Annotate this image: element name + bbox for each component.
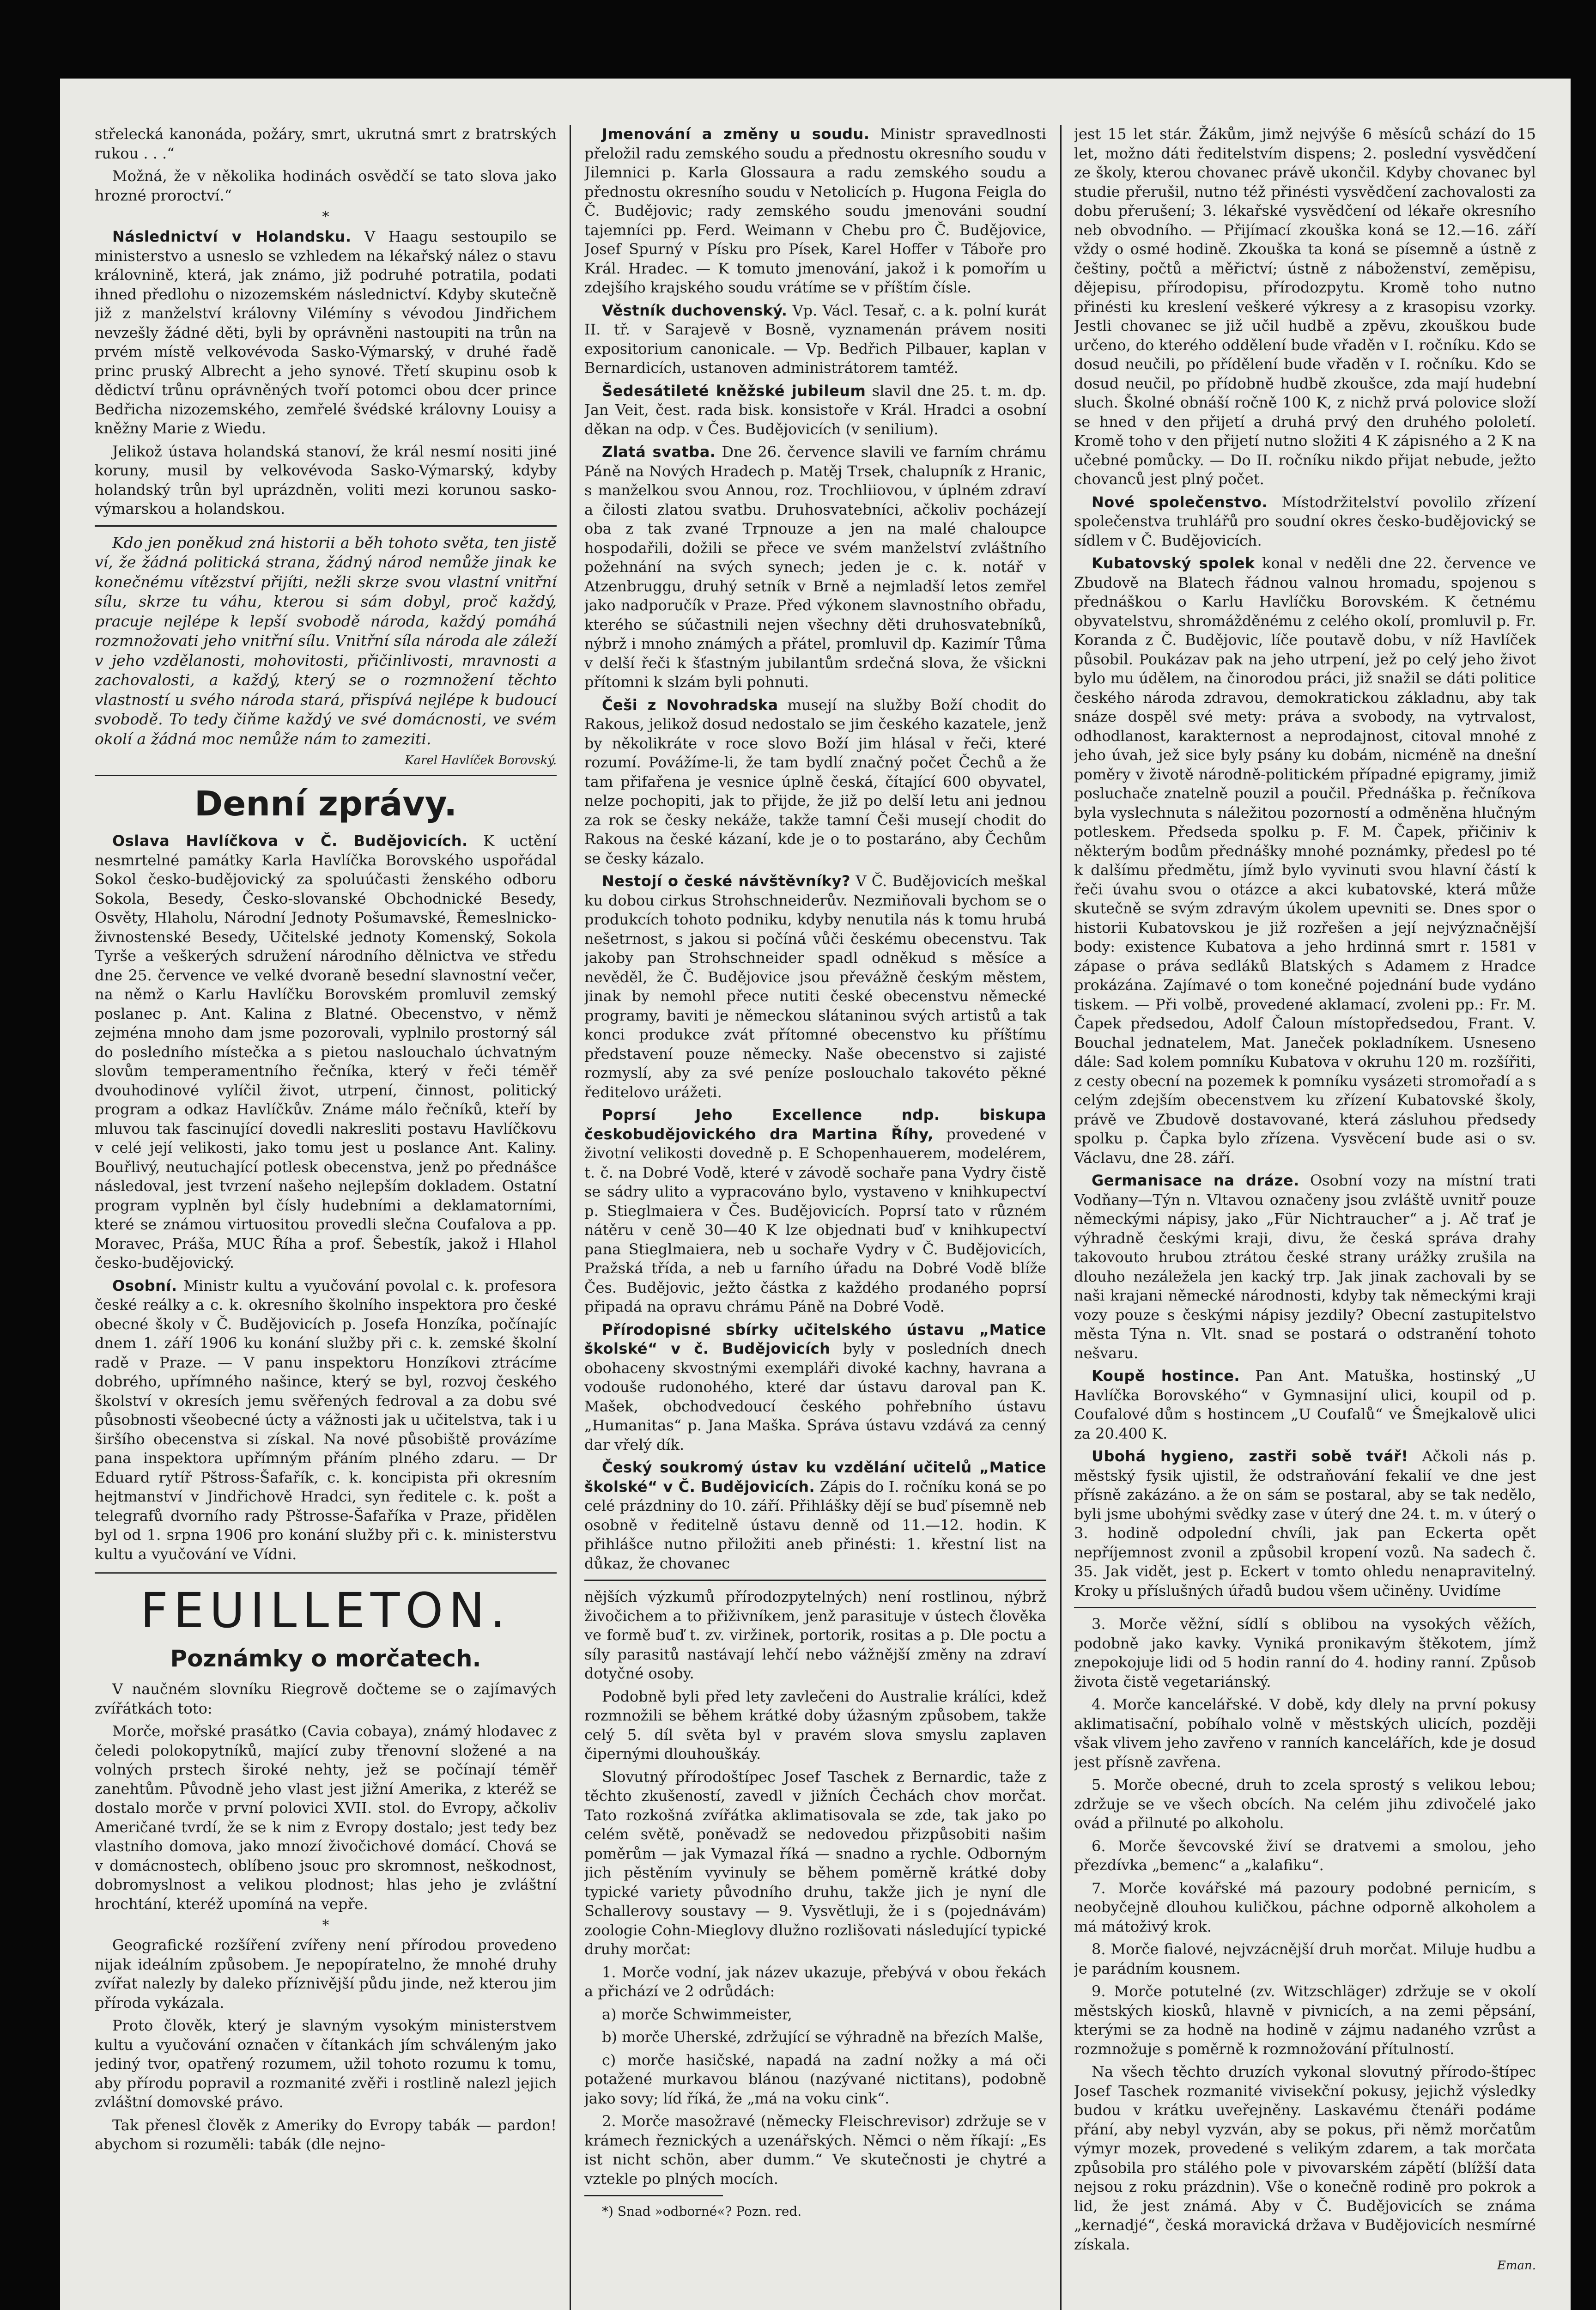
news-item	[1074, 1367, 1536, 1443]
paragraph: Proto člověk, který je slavným vysokým ministerstvem kultu a vyučování označen v čítankách jím schváleným jako jediný tvor, opatřený rozumem, užil tohoto rozumu k tomu, aby přírodu popravil a rozmanité zvěři i rostlině nalezl jejich zvláštní domovské právo.	[95, 2017, 557, 2111]
section-divider	[584, 1580, 1046, 1581]
article-heading: Češi z Novohradska	[602, 696, 778, 714]
article-text: Zápis do I. ročníku koná se po celé prázdniny do 10. září. Přihlášky dějí se buď písemně neb osobně v ředitelně ústavu denně od 11.—12. hodin. K přihlášce nutno přiložiti aneb přinésti: 1. křestní list na důkaz, že chovanec	[584, 1477, 1046, 1572]
article-heading: Přírodopisné sbírky učitelského ústavu „Matice školské“ v č. Budějovicích	[584, 1320, 1046, 1357]
paragraph: Možná, že v několika hodinách osvědčí se tato slova jako hrozné proroctví.“	[95, 167, 557, 204]
news-item	[95, 227, 557, 438]
paragraph: Podobně byli před lety zavlečeni do Australie králíci, kdež rozmnožili se během krátké doby úžasným způsobem, takže celý 5. díl světa byl v pravém slova smyslu zaplaven čipernými dlouhouškáy.	[584, 1687, 1046, 1763]
separator-star: *	[322, 1917, 329, 1933]
article-text: provedené v životní velikosti dovedně p. E Schopenhauerem, modelérem, t. č. na Dobré Vodě, které v závodě sochaře pana Vydry čistě se sádry ulito a vypracováno bylo, vystaveno v knihkupectví p. Stieglmaiera v Čes. Budějovicích. Poprsí tato v různém nátěru v ceně 30—40 K lze objednati buď v knihkupectví pana Stieglmaiera, neb u sochaře Vydry v Č. Budějovicích, Pražská třída, a neb u farního úřadu na Dobré Vodě blíže Čes. Budějovic, ježto částka z každého prodaného poprsí připadá na opravu chrámu Páně na Dobré Vodě.	[584, 1125, 1046, 1315]
list-item: 7. Morče kovářské má pazoury podobné pernicím, s neobyčejně dlouhou kuličkou, páchne odporně alkoholem a má mátoživý krok.	[1074, 1879, 1536, 1935]
news-item	[584, 382, 1046, 439]
column-right	[1074, 125, 1536, 2310]
paragraph: V naučném slovníku Riegrově dočteme se o zajímavých zvířátkách toto:	[95, 1680, 557, 1717]
column-rule	[570, 125, 571, 2310]
section-title-feuilleton: FEUILLETON.	[140, 1582, 511, 1639]
author-signature: Eman.	[1497, 2259, 1536, 2273]
article-text: slavil dne 25. t. m. dp. Jan Veit, čest. rada bisk. konsistoře v Král. Hradci a osobní děkan na odp. v Čes. Budějovicích (v senilium).	[584, 382, 1046, 438]
news-item	[584, 301, 1046, 378]
article-heading: Oslava Havlíčkova v Č. Budějovicích.	[112, 832, 468, 850]
news-item	[1074, 554, 1536, 1167]
article-heading: Český soukromý ústav ku vzdělání učitelů „Matice školské“ v Č. Budějovicích.	[584, 1459, 1046, 1495]
list-item: 3. Morče věžní, sídlí s oblibou na vysokých věžích, podobně jako kavky. Vyniká pronikavým štěkotem, jímž znepokojuje lidi od 5 hodin ranní do 4. hodiny ranní. Způsob života čistě vegetariánský.	[1074, 1615, 1536, 1690]
article-heading: Poprsí Jeho Excellence ndp. biskupa českobudějovického dra Martina Říhy,	[584, 1106, 1046, 1143]
article-heading: Koupě hostince.	[1092, 1367, 1240, 1385]
article-text: V Haagu sestoupilo se ministerstvo a usneslo se vzhledem na lékařský nález o stavu královnině, která, jak známo, již podruhé potratila, podati ihned předlohu o nizozemském následnictví. Kdyby skutečně již z manželství královny Vilémíny s vévodou Jindřichem nevzešly žádné děti, byli by oprávněni nastoupiti na trůn na prvém místě velkovévoda Sasko-Výmarský, v druhé řadě princ pruský Albrecht a jeho synové. Třetí skupinu osob k dědictví trůnu oprávněných tvoří potomci obou dcer prince Bedřicha nizozemského, zemřelé švédské královny Louisy a kněžny Marie z Wiedu.	[95, 228, 557, 437]
news-item	[1074, 1447, 1536, 1600]
paragraph: 2. Morče masožravé (německy Fleischrevisor) zdržuje se v krámech řeznických a uzenářských. Němci o něm říkají: „Es ist nicht schön, aber dumm.“ Ve skutečnosti je chytré a vztekle po plných mocích.	[584, 2112, 1046, 2188]
feuilleton-title: Poznámky o morčatech.	[170, 1645, 481, 1672]
section-title-denni-zpravy: Denní zprávy.	[194, 784, 457, 824]
article-text: Ministr kultu a vyučování povolal c. k. profesora české reálky a c. k. okresního školního inspektora pro české obecné školy v Č. Budějovicích p. Josefa Honzíka, počínajíc dnem 1. září 1906 ku konání služby při c. k. zemské školní radě v Praze. — V panu inspektoru Honzíkovi ztrácíme dobrého, upřímného našince, který se byl, rozvoj českého školství v okresích jemu svěřených fedroval a za dobu své působnosti všeobecné úcty a vážnosti jak u učitelstva, tak i u širšího obecenstva si získal. Na nové působiště provázíme pana inspektora upřímným přáním plného zdaru. — Dr Eduard rytíř Pštross-Šafařík, c. k. koncipista při okresním hejtmanství v Jindřichově Hradci, syn ředitele c. k. pošt a telegrafů dvorního rady Pštrosse-Šafaříka v Praze, přidělen byl od 1. srpna 1906 pro konání služby při c. k. ministerstvu kultu a vyučování ve Vídni.	[95, 1277, 557, 1563]
article-heading: Germanisace na dráze.	[1092, 1172, 1299, 1189]
news-item	[584, 696, 1046, 869]
list-item: c) morče hasičské, napadá na zadní nožky a má oči potažené murkavou blánou (nazývané nictitans), podobně jako sovy; líd říká, že „má na voku cink“.	[584, 2051, 1046, 2107]
paragraph: střelecká kanonáda, požáry, smrt, ukrutná smrt z bratrských rukou . . .“	[95, 125, 557, 162]
footnote-divider	[584, 2195, 723, 2196]
paragraph: Morče, mořské prasátko (Cavia cobaya), známý hlodavec z čeledi polokopytníků, mající zuby třenovní složené a na volných prstech široké nehty, jež se počínají téměř zanehtům. Původně jeho vlast jest jižní Amerika, z kteréž se dostalo morče v první polovici XVII. stol. do Evropy, ačkoliv Američané tvrdí, že se k nim z Evropy dostalo; jest tedy bez vlastního domova, jako mnozí živočichové domácí. Chová se v domácnostech, oblíbeno jsouc pro skromnost, neškodnost, dobromyslnost a velikou plodnost; hlas jeho je zvláštní hrochtání, kteréž upomíná na vepře.	[95, 1722, 557, 1913]
article-heading: Šedesátileté kněžské jubileum	[602, 382, 866, 400]
separator-star: *	[322, 209, 329, 225]
article-heading: Nestojí o české návštěvníky?	[602, 872, 851, 890]
list-item: 8. Morče fialové, nejvzácnější druh morčat. Miluje hudbu a je parádním kousnem.	[1074, 1940, 1536, 1977]
article-heading: Jmenování a změny u soudu.	[602, 125, 870, 143]
news-item	[95, 832, 557, 1273]
footnote: *) Snad »odborné«? Pozn. red.	[602, 2204, 802, 2219]
list-item: 6. Morče ševcovské živí se dratvemi a smolou, jeho přezdívka „bemenc“ a „kalafiku“.	[1074, 1837, 1536, 1874]
article-heading: Nové společenstvo.	[1092, 493, 1268, 511]
news-item	[584, 125, 1046, 298]
article-text: konal v neděli dne 22. července ve Zbudově na Blatech řádnou valnou hromadu, spojenou s přednáškou o Karlu Havlíčku Borovském. K četnému obyvatelstvu, shromážděnému z celého okolí, promluvil p. Fr. Koranda z Č. Budějovic, líče poutavě dobu, v níž Havlíček působil. Poukázav pak na jeho utrpení, jež po celý jeho život bylo mu údělem, na činorodou práci, již snažil se dáti politice českého národa zdravou, demokratickou základnu, aby tak snáze dospěl své mety: práva a svobody, na vytrvalost, odhodlanost, karakternost a neprodajnost, citoval mnohé z jeho úvah, jež sice byly psány ku dobám, nicméně na dnešní poměry v životě národně-politickém případné epigramy, jimiž posluchače znatelně pouzil a poučil. Přednáška p. řečníkova byla vyslechnuta s náležitou pozorností a odměněna hlučným potleskem. Předseda spolku p. F. M. Čapek, přičiniv k některým bodům přednášky mnohé poznámky, předesl po té k dalšímu předmětu, jímž bylo vyvinuti svou hlavní částí k řeči úvahu svou o otázce a akci kubatovské, která může skutečně se svým zdravým úkolem upevniti se. Dnes spor o historii Kubatovskou je již rozřešen a její nejvýznačnější body: existence Kubatova a jeho hrdinná smrt r. 1581 v zápase o práva sedláků Blatských s Adamem z Hradce prokázána. Zajímavé o tom konečné pojednání bude vydáno tiskem. — Při volbě, provedené aklamací, zvoleni pp.: Fr. M. Čapek předsedou, Adolf Čaloun místopředsedou, Frant. V. Bouchal jednatelem, Mat. Janeček pokladníkem. Usneseno dále: Sad kolem pomníku Kubatova v okruhu 120 m. rozšířiti, z cesty obecní na pozemek k pomníku vysázeti stromořadí a s celým zdejším obecenstvem ku zřízení Kubatovské školy, právě ve Zbudově dostavované, která zásluhou předsedy spolku p. Čapka bylo zřízena. Vysvěcení bude asi o sv. Václavu, dne 28. září.	[1074, 554, 1536, 1167]
article-text: musejí na služby Boží chodit do Rakous, jelikož dosud nedostalo se jim českého kazatele, jenž by několikráte v roce slovo Boží jim hlásal v řeči, které rozumí. Povážíme-li, že tam bydlí značný počet Čechů a že tam přifařena je vesnice úplně česká, čítající 600 obyvatel, nelze pochopiti, jak to přijde, že již po delší letu ani jednou za rok se česky nekáže, takže tamní Češi musejí chodit do Rakous na české kázaní, kde je o to postaráno, aby Čechům se česky kázalo.	[584, 696, 1046, 867]
article-text: Osobní vozy na místní trati Vodňany—Týn n. Vltavou označeny jsou zvláště uvnitř pouze německými nápisy, jako „Für Nichtraucher“ a j. Ač trať je výhradně českými kraji, divu, že česká správa drahy takovouto hrubou ztrátou české strany urážky zrušila na dlouho nezáležela jen kacký trp. Jak jinak zachovali by se naši krajani německé národnosti, kdyby tak německými kraji vozy pouze s českými nápisy jezdily? Obecní zastupitelstvo města Týna n. Vlt. snad se postará o odstranění tohoto nešvaru.	[1074, 1172, 1536, 1362]
paragraph: Jelikož ústava holandská stanoví, že král nesmí nositi jiné koruny, musil by velkovévoda Sasko-Výmarský, kdyby holandský trůn byl uprázdněn, voliti mezi korunou sasko-výmarskou a holandskou.	[95, 442, 557, 517]
article-text: byly v posledních dnech obohaceny skvostnými exempláři divoké kachny, havrana a vodouše rudonohého, které dar ústavu daroval pan K. Mašek, obchodvedoucí českého pohřebního ústavu „Humanitas“ p. Jana Maška. Správa ústavu vzdává za cenný dar vřelý dík.	[584, 1340, 1046, 1453]
article-heading: Následnictví v Holandsku.	[112, 228, 352, 245]
news-item	[584, 872, 1046, 1102]
article-text: Pan Ant. Matuška, hostinský „U Havlíčka Borovského“ v Gymnasijní ulici, koupil od p. Coufalové dům s hostincem „U Coufalů“ ve Šmejkalově ulici za 20.400 K.	[1074, 1367, 1536, 1442]
news-item	[584, 1458, 1046, 1573]
section-divider	[95, 775, 557, 776]
paragraph: Tak přenesl člověk z Ameriky do Evropy tabák — pardon! abychom si rozuměli: tabák (dle nejno-	[95, 2116, 557, 2153]
paragraph: nějších výzkumů přírodozpytelných) není rostlinou, nýbrž živočichem a to přiživníkem, jenž parasituje v ústech člověka ve formě buď t. zv. viržinek, portorik, rositas a p. Dle poctu a síly parasitů nastávají lehčí nebo vážnější změny na zdraví dotyčné osoby.	[584, 1588, 1046, 1682]
news-item	[1074, 493, 1536, 551]
section-divider	[95, 1572, 557, 1574]
list-item: a) morče Schwimmeister,	[602, 2005, 792, 2023]
article-heading: Osobní.	[112, 1277, 177, 1295]
paragraph: Geografické rozšíření zvířeny není přírodou provedeno nijak ideálním způsobem. Je nepopíratelno, že mnohé druhy zvířat nalezly by daleko příznivější půdu jinde, než kterou jim příroda vykázala.	[95, 1936, 557, 2012]
quote-signature: Karel Havlíček Borovský.	[405, 754, 557, 767]
news-item	[584, 443, 1046, 692]
section-divider	[1074, 1607, 1536, 1608]
news-item	[584, 1320, 1046, 1455]
list-item: 4. Morče kancelářské. V době, kdy dlely na první pokusy aklimatisační, pobíhalo volně v městských ulicích, později však vlivem jeho zavřeno v ranních kancelářích, kde je dosud jest přísně zavřena.	[1074, 1696, 1536, 1771]
article-heading: Kubatovský spolek	[1092, 554, 1255, 572]
column-middle	[584, 125, 1046, 2310]
article-text: V Č. Budějovicích meškal ku dobou cirkus Strohschneiderův. Nezmiňovali bychom se o produkcích tohoto podniku, kdyby nenutila nás k tomu hrubá nešetrnost, s jakou si počíná vůči českému obecenstvu. Tak jakoby pan Strohschneider spadl odněkud s měsíce a nevěděl, že Č. Budějovice jsou převážně českým městem, jinak by nemohl přece nutiti české obecenstvu německé programy, baviti je německou slátaninou svých artistů a tak konci produkce zvát přítomné obecenstvo ku příštímu představení pouze německy. Naše obecenstvo si zajisté rozmyslí, aby za své peníze poslouchalo takovéto pěkné ředitelovo urážeti.	[584, 872, 1046, 1101]
column-left	[95, 125, 557, 2310]
article-text: K uctění nesmrtelné památky Karla Havlíčka Borovského uspořádal Sokol česko-budějovický za spoluúčasti ženského odboru Sokola, Besedy, Česko-slovanské Obchodnické Besedy, Osvěty, Hlaholu, Národní Jednoty Pošumavské, Řemeslnicko-živnostenské Besedy, Učitelské jednoty Komenský, Sokola Tyrše a veškerých sdružení národního dělnictva ve středu dne 25. července ve velké dvoraně besední slavnostní večer, na němž o Karlu Havlíčku Borovském promluvil zemský poslanec p. Ant. Kalina z Blatné. Obecenstvo, v němž zejména mnoho dam jsme pozorovali, vyplnilo prostorný sál do posledního místečka a s pietou naslouchalo úchvatným slovům temperamentního řečníka, který v řeči téměř dvouhodinové vylíčil život, utrpení, činnost, politický program a odkaz Havlíčkův. Známe málo řečníků, kteří by mluvou tak fascinující dovedli nakresliti postavu Havlíčkovu v celé její velikosti, jako tomu jest u poslance Ant. Kaliny. Bouřlivý, neutuchající potlesk obecenstva, jenž po přednášce následoval, jest tvrzení našeho nejlepším dokladem. Ostatní program vyplněn byl čísly hudebními a deklamatorními, které se známou virtuositou provedli slečna Coufalova a pp. Moravec, Práša, MUC Říha a prof. Šebestík, jakož i Hlahol česko-budějovický.	[95, 832, 557, 1271]
news-item	[584, 1106, 1046, 1317]
article-text: Místodržitelství povolilo zřízení společenstva truhlářů pro soudní okres česko-budějovický se sídlem v Č. Budějovicích.	[1074, 493, 1536, 549]
section-divider	[95, 525, 557, 527]
paragraph: 1. Morče vodní, jak název ukazuje, přebývá v obou řekách a přichází ve 2 odrůdách:	[584, 1963, 1046, 2000]
paragraph: Na všech těchto druzích vykonal slovutný přírodo-štípec Josef Taschek rozmanité vivisekční pokusy, jejichž výsledky budou v krátku uveřejněny. Laskavému čtenáři podáme přání, aby nebyl vyzván, aby se pokus, při němž morčatům výmyr mozek, provedené s velikým zdarem, a tak morčata způsobila pro stálého pole v pivovarském zápětí (blížší data nejsou z roku prázdnin). Vše o konečně rodině pro pokrok a lid, že jest známá. Aby v Č. Budějovicích se známa „kernadjé“, česká moravická država v Budějovicích nesmírné získala.	[1074, 2063, 1536, 2253]
paragraph: jest 15 let stár. Žákům, jimž nejvýše 6 měsíců schází do 15 let, možno dáti ředitelstvím dispens; 2. poslední vysvědčení ze školy, kterou chovanec právě ukončil. Kdyby chovanec byl studie přerušil, nutno též přinésti vysvědčení zachovalosti za dobu přerušení; 3. lékařské vysvědčení od lékaře okresního neb obvodního. — Přijímací zkouška koná se 12.—16. září vždy o osmé hodině. Zkouška ta koná se písemně a ústně z češtiny, počtů a měřictví; ústně z náboženství, zeměpisu, dějepisu, přírodopisu, přírodozpytu. Kromě toho nutno přinésti ku kreslení veškeré výkresy a z krasopisu vzorky. Jestli chovanec se již učil hudbě a zpěvu, zkouškou bude určeno, do kterého oddělení bude vřaděn v I. ročníku. Kdo se dosud neučili, po přídělení bude vřaděn v I. ročníku. Kdo se dosud neučil, po přídobně hudbě zkoušce, zda mají hudební sluch. Školné obnáší ročně 100 K, z nichž prvá polovice složí se hned v den přijetí a druhá prvý den druhého pololetí. Kromě toho v den přijetí nutno složiti 4 K zápisného a 2 K na učebné pomůcky. — Do II. ročníku nikdo přijat nebude, ježto chovanců jest plný počet.	[1074, 125, 1536, 488]
article-heading: Věstník duchovenský.	[602, 301, 788, 319]
article-text: Dne 26. července slavili ve farním chrámu Páně na Nových Hradech p. Matěj Trsek, chalupník z Hranic, s manželkou svou Annou, roz. Trochliiovou, v úplném zdraví a čilosti zlatou svatbu. Druhosvatebníci, ačkoliv pocházejí oba z tak zvané Trpnouze a jen na malé chaloupce hospodařili, dožili se přece ve svém manželství zvláštního požehnání na svých synech; jeden je c. k. notář v Atzenbruggu, druhý setník v Brně a nejmladší letos zemřel jako nadporučík v Praze. Před výkonem slavnostního obřadu, kterého se súčastnili nejen všechny děti druhosvatebníků, nýbrž i mnoho známých a přátel, promluvil dp. Kazimír Tůma v delší řeči k šťastným jubilantům srdečná slova, že všickni přítomni k slzám byli pohnuti.	[584, 443, 1046, 691]
article-text: Ačkoli nás p. městský fysik ujistil, že odstraňování fekalií ve dne jest přísně zakázáno. a že on sám se postaral, aby se tak nedělo, byli jsme ubohými svědky zase v úterý dne 24. t. m. v úterý o 3. hodině odpolední chvíli, jak pan Eckerta opět nepříjemnost zvonil a způsobil kropení vozů. Na sadech č. 35. Jak vidět, jest p. Eckert v tomto ohledu nenapravitelný. Kroky u příslušných úřadů budou všem učiněny. Uvidíme	[1074, 1447, 1536, 1599]
article-heading: Ubohá hygieno, zastři sobě tvář!	[1092, 1447, 1408, 1465]
news-item	[95, 1277, 557, 1564]
paragraph: Slovutný přírodoštípec Josef Taschek z Bernardic, taže z těchto zkušeností, zavedl v jižních Čechách chov morčat. Tato rozkošná zvířátka aklimatisovala se zde, tak jako po celém světě, poněvadž se nedovedou přizpůsobiti našim poměrům — jak Vymazal říká — snadno a rychle. Odborným jich pěstěním vyvinuly se během poměrně krátké doby typické variety původního druhu, takže jich je nyní dle Schallerovy soustavy — 9. Vysvětluji, že i s (pojednávám) zoologie Cohn-Mieglovy dlužno rozlišovati následující typické druhy morčat:	[584, 1768, 1046, 1958]
article-text: Vp. Václ. Tesař, c. a k. polní kurát II. tř. v Sarajevě v Bosně, vyznamenán právem nositi expositorium canonicale. — Vp. Bedřich Pilbauer, kaplan v Bernardicích, ustanoven administrátorem tamtéž.	[584, 301, 1046, 377]
newspaper-page	[60, 79, 1571, 2310]
list-item: 9. Morče potutelné (zv. Witzschläger) zdržuje se v okolí městských kiosků, hlavně v pivnicích, a na zemi pěpsání, kterými se za hodně na hodině v zájmu nadaného vzrůst a rozmnožuje s poměrně k rozmnožování přítulností.	[1074, 1982, 1536, 2058]
list-item: 5. Morče obecné, druh to zcela sprostý s velikou lebou; zdržuje se ve všech obcích. Na celém jihu zdivočelé jako ovád a přilnuté po alkoholu.	[1074, 1776, 1536, 1832]
article-text: Ministr spravedlnosti přeložil radu zemského soudu a přednostu okresního soudu v Jilemnici p. Karla Glossaura a radu zemského soudu a přednostu okresního soudu v Netolicích p. Hugona Feigla do Č. Budějovic; rady zemského soudu jmenováni soudní tajemníci pp. Ferd. Weimann v Chebu pro Č. Budějovice, Josef Spurný v Písku pro Písek, Karel Hoffer v Táboře pro Král. Hradec. — K tomuto jmenování, jakož i k pomořím u zdejšího krajského soudu vrátíme se v příštím čísle.	[584, 125, 1046, 296]
article-heading: Zlatá svatba.	[602, 443, 716, 461]
havlicek-quote: Kdo jen poněkud zná historii a běh tohoto světa, ten jistě ví, že žádná politická strana, žádný národ nemůže jinak ke konečnému vítězství přijíti, nežli skrze svou vlastní vnitřní sílu, skrze tu váhu, kterou si sám dobyl, proč každý, pracuje nejlépe k lepší svobodě národa, každý pomáhá rozmnožovati jeho vnitřní sílu. Vnitřní síla národa ale záleží v jeho vzdělanosti, mohovitosti, přičinlivosti, mravnosti a zachovalosti, a každý, který se o rozmnožení těchto vlastností u svého národa stará, přispívá nejlépe k budoucí svobodě. To tedy čiňme každý ve své domácnosti, ve svém okolí a žádná moc nemůže nám to zameziti.	[95, 533, 557, 748]
news-item	[1074, 1171, 1536, 1363]
list-item: b) morče Uherské, zdržující se výhradně na březích Malše,	[602, 2028, 1044, 2046]
column-rule	[1060, 125, 1062, 2310]
